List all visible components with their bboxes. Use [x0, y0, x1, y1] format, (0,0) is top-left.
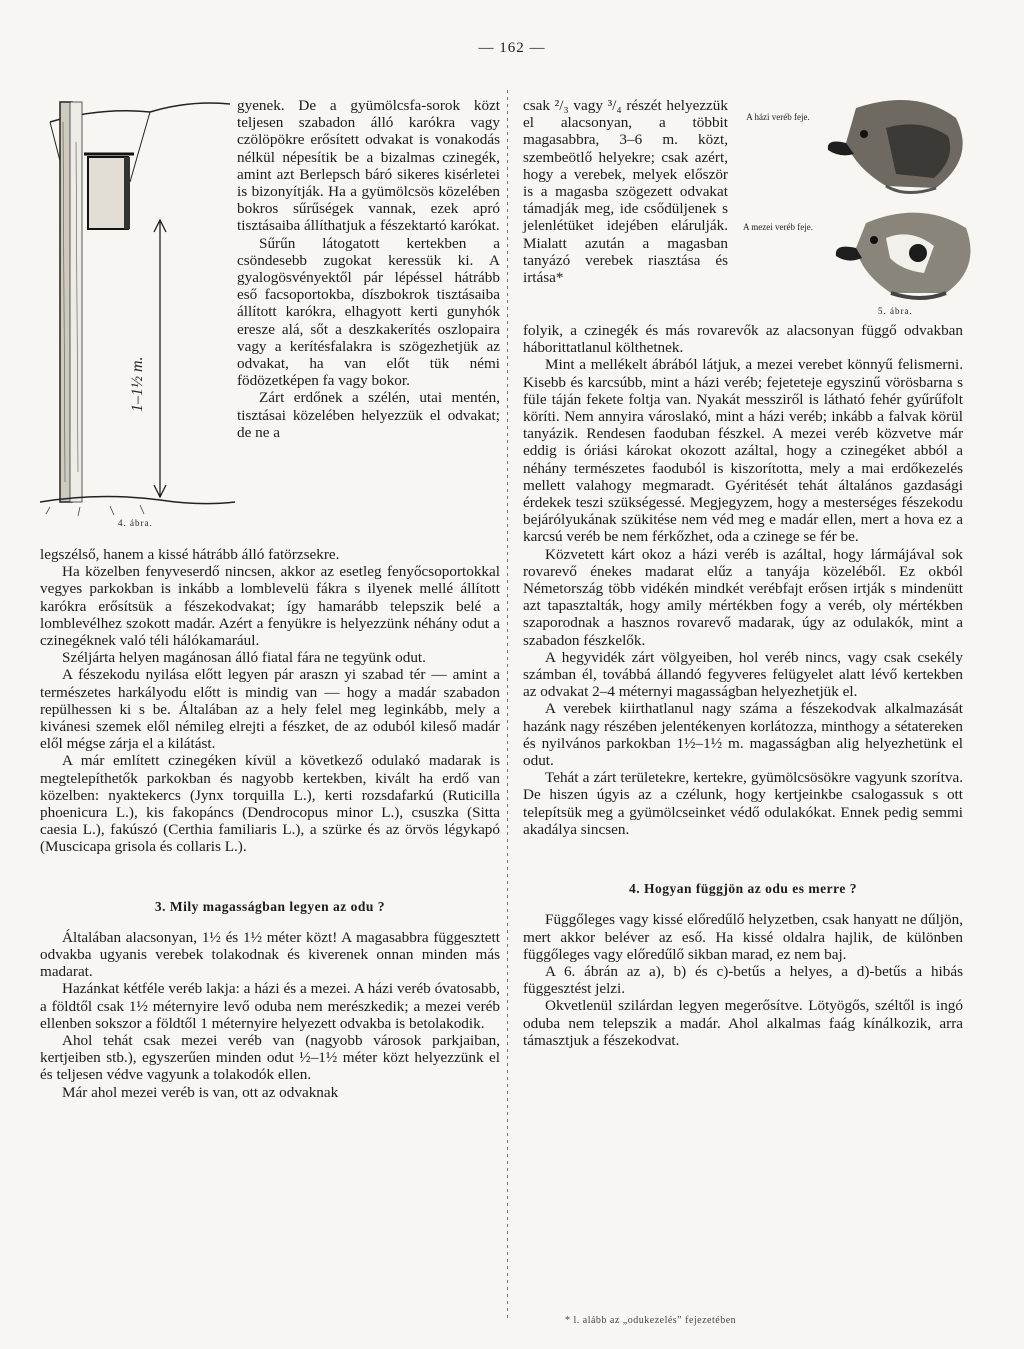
- right-column-wrap: [523, 97, 728, 286]
- left-paragraph-5: Széljárta helyen magánosan álló fiatal fára ne tegyünk odut.: [62, 649, 426, 667]
- figure-5-label-top: A házi veréb feje.: [746, 112, 810, 122]
- left-paragraph-7: A már említett czinegéken kívül a következő odulakó madarak is megtelepíthetők parkokban és nagyobb kertekben, kivált ha erdő van közelben: nyaktekercs (Jynx torquilla L.), kerti rozsdafarkú (Ruticilla phoenicura L.), kis fakopáncs (Dendrocopus minor L.), csuszka (Sitta caesia L.), fakúszó (Certhia familiaris L.), a szürke és az örvös légykapó (Muscicapa grisola és collaris L.).: [40, 752, 500, 856]
- footnote: * l. alább az „odukezelés” fejezetében: [565, 1315, 737, 1326]
- column-divider: [507, 90, 508, 1320]
- section-heading-3: 3. Mily magasságban legyen az odu ?: [154, 898, 386, 914]
- figure-4-caption: 4. ábra.: [118, 518, 153, 528]
- left-paragraph-3-cont: legszélső, hanem a kissé hátrább álló fatörzsekre.: [40, 546, 340, 563]
- right-paragraph-6: Tehát a zárt területekre, kertekre, gyümölcsösökre vagyunk szorítva. De hiszen úgyis az a czélunk, hogy kertjeinkbe csalogassuk s ott telepítsük meg a gyümölcseinket védő odulakókat. Ennek pedig semmi akadálya sincsen.: [523, 769, 963, 838]
- right-paragraph-7: Függőleges vagy kissé előredűlő helyzetben, csak hanyatt ne dűljön, mert akkor beléver az eső. Ha kissé oldalra hajlik, de különben függőleges vagy előredűlő sikban marad, ez nem baj.: [523, 911, 963, 963]
- right-paragraph-3: Közvetett kárt okoz a házi veréb is azáltal, hogy lármájával sok rovarevő énekes madarat elűz a tanyája közeléből. Ez okból Németország több vidékén mindkét verébfajt erősen irtják s mindenütt azt tapasztalták, hogy amily mértékben fogy a veréb, oly mértékben szaporodnak a hasznos rovarevő madarak, úgy az odulakók, mint a szabadon fészkelők.: [523, 545, 963, 649]
- left-paragraph-11: Már ahol mezei veréb is van, ott az odvaknak: [62, 1083, 339, 1101]
- left-paragraph-9: Hazánkat kétféle veréb lakja: a házi és a mezei. A házi veréb óvatosabb, a földtől csak 1½ méternyire levő oduba nem merészkedik; a mezei veréb ellenben sokszor a földtől 1 méternyire helyezett odvakba is betolakodik.: [40, 980, 500, 1032]
- left-paragraph-10: Ahol tehát csak mezei veréb van (nagyobb városok parkjaiban, kertjeiben stb.), egyszerűen minden odut ½–1½ méter közt helyezzünk el és teljesen védve vagyunk a tolakodók ellen.: [40, 1032, 500, 1084]
- left-column: [40, 546, 500, 1101]
- left-column-wrap: [237, 97, 500, 441]
- right-paragraph-5: A verebek kiirthatlanul nagy száma a fészekodvak alkalmazását hazánk nagy részében jelentékenyen korlátozza, minthogy a sétatereken és nyilvános parkokban 1½–1½ m. magasságban alig helyezhetünk el odut.: [523, 700, 963, 770]
- right-paragraph-1: csak ²/₃ vagy ³/₄ részét helyezzük el alacsonyan, a többit magasabbra, 3–6 m. közt, szembeötlő helyekre; csak azért, hogy a verebek, melyek először is a magasba szögezett odvakat támadják meg, ide csődüljenek s jelenlétüket idejében elárulják. Mialatt azután a magasban tanyázó verebek riasztása és irtása*: [523, 97, 728, 287]
- left-paragraph-4: Ha közelben fenyveserdő nincsen, akkor az esetleg fenyőcsoportokkal vegyes parkokban is inkább a lomblevelü fákra s ilyenek mellé állított karókra erősítsük a fészekodvakat; így hamarább telepszik belé a lomblevélhez szokott madár. Azért a fenyükre is helyezzünk néhány odut a czinegéknek való téli hálókamarául.: [40, 563, 500, 650]
- right-paragraph-8: A 6. ábrán az a), b) és c)-betűs a helyes, a d)-betűs a hibás függesztést jelzi.: [523, 962, 963, 998]
- right-column: [523, 322, 963, 1049]
- right-paragraph-1-cont: folyik, a czinegék és más rovarevők az alacsonyan függő odvakban háborittatlanul költhetnek.: [523, 322, 963, 357]
- page-number: — 162 —: [478, 40, 546, 56]
- figure-4-measure: 1–1½ m.: [129, 356, 146, 412]
- right-paragraph-9: Okvetlenül szilárdan legyen megerősítve. Lötyögős, széltől is ingó oduba nem telepszik a madár. Ahol alkalmas faág kínálkozik, arra támasztjuk a fészekodvat.: [523, 997, 963, 1049]
- left-paragraph-2: Sűrűn látogatott kertekben a csöndesebb zugokat keressük ki. A gyalogösvényektől pár lépéssel hátrább eső facsoportokba, díszbokrok tisztásaiba állított karókra, elhagyott kerti gunyhók eresze alá, sőt a deszkakerítés oszlopaira vagy a kerítésfalakra is szögezhetjük az odvakat, ha van előt tük némi födözetképen fa vagy bokor.: [237, 234, 500, 390]
- figure-5-caption: 5. ábra.: [878, 306, 913, 316]
- right-paragraph-2: Mint a mellékelt ábrából látjuk, a mezei verebet könnyű felismerni. Kisebb és karcsúbb, mint a házi veréb; fejeteteje egyszinű vörösbarna s fülе táján fekete foltja van. Nyakát messziről is látható fehér gyűrűfolt köríti. Nem annyira városlakó, mint a házi veréb; inkább a falvak körül tanyázik. Rendesen faoduban fészkel. A mezei veréb közvetve már eddig is óriási károkat okozott azáltal, hogy a czinegéket abból a néhány természetes faoduból is kiszorította, mely a mai erdőkezelés mellett valahogy megmaradt. Gyéritését tehát általános gazdasági érdekek teszi szükségessé. Megjegyzem, hogy a mesterséges fészekodu bejárólyukának szükitése nem véd meg e madár ellen, mert a hova ez a karcsú veréb be nem férkőzhet, oda a czinege se fér be.: [523, 356, 963, 546]
- left-paragraph-6: A fészekodu nyilása előtt legyen pár araszn yi szabad tér — amint a természetes harkályodu előtt is mindig van — hogy a madár szabadon repülhessen ki s be. Általában az a hely felel meg leginkább, mely a kivánesi szemek elől némileg elrejti a fészket, de az oduból kileső madár elől mégse zárja el a kilátást.: [40, 666, 500, 753]
- right-paragraph-4: A hegyvidék zárt völgyeiben, hol veréb nincs, vagy csak csekély számban él, továbbá állandó fegyveres felügyelet alatt lévő kertekben az odvakat 2–4 méternyi magasságban helyezhetjük el.: [523, 648, 963, 701]
- section-heading-4: 4. Hogyan függjön az odu es merre ?: [629, 881, 857, 897]
- figure-5-sparrow-heads: [826, 88, 986, 318]
- left-paragraph-8: Általában alacsonyan, 1½ és 1½ méter közt! A magasabbra függesztett odvakba ugyanis verebek tolakodnak és kiverenek onnan minden más madarat.: [40, 928, 500, 981]
- figure-5-label-bottom: A mezei veréb feje.: [743, 222, 813, 232]
- figure-4-nest-box-post: [40, 82, 235, 522]
- left-paragraph-1: gyenek. De a gyümölcsfa-sorok közt teljesen szabadon álló karókra vagy czölöpökre erősített odvakat is vonakodás nélkül népesítik be a bizalmas czinegék, amint azt Berlepsch báró sikeres kisérletei is bizonyítják. Ha a gyümölcsös közelében bokros sűrűségek vannak, ezek apró tisztásaiba állíthatjuk a fészektartó karókat.: [237, 97, 500, 235]
- left-paragraph-3: Zárt erdőnek a szélén, utai mentén, tisztásai közelében helyezzük el odvakat; de ne a: [237, 389, 500, 441]
